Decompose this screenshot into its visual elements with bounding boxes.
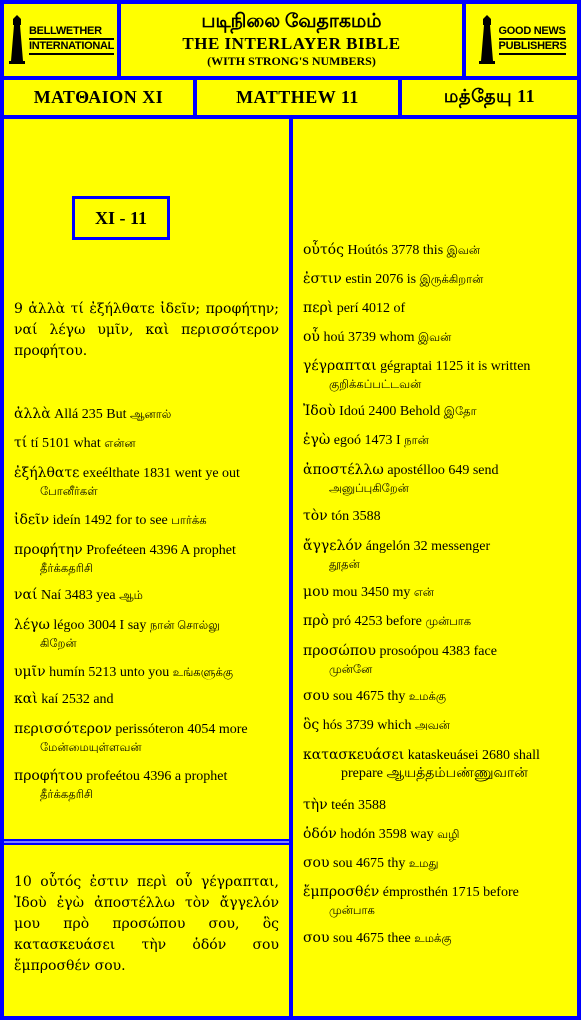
strongs-number: 1492 xyxy=(84,513,113,528)
greek-word: τὴν xyxy=(303,797,328,813)
transliteration: sou xyxy=(333,856,353,871)
divider xyxy=(4,841,289,843)
english-gloss: which xyxy=(377,718,412,733)
greek-word: ἄγγελόν xyxy=(303,538,363,554)
word-entry xyxy=(303,825,569,844)
strongs-number: 4253 xyxy=(354,614,383,629)
tamil-gloss-continued: தீர்க்கதரிசி xyxy=(40,563,93,575)
strongs-number: 2532 xyxy=(61,692,90,707)
greek-word: τί xyxy=(14,435,28,451)
tamil-gloss: என்ன xyxy=(104,438,136,450)
tamil-gloss: நான் சொல்லு xyxy=(149,620,220,632)
strongs-number: 2400 xyxy=(368,404,397,419)
word-entry xyxy=(303,883,569,920)
bar-greek: ΜΑΤΘΑΙΟΝ XI xyxy=(4,80,193,115)
transliteration: apostélloo xyxy=(387,463,445,478)
word-entry xyxy=(303,431,569,450)
english-gloss: before xyxy=(483,885,519,900)
strongs-number: 32 xyxy=(413,539,428,554)
title-block xyxy=(121,4,462,76)
tamil-gloss-continued: போனீர்கள் xyxy=(40,486,98,498)
tamil-gloss-continued: மேன்மையுள்ளவன் xyxy=(40,742,142,754)
greek-word: προσώπου xyxy=(303,643,376,659)
english-gloss: I xyxy=(396,433,401,448)
english-gloss: my xyxy=(392,585,411,600)
greek-word: Ἰδοὺ xyxy=(303,403,336,419)
english-gloss: more xyxy=(218,722,248,737)
word-entry xyxy=(14,464,282,501)
word-entry xyxy=(303,241,569,260)
tamil-gloss-continued: குறிக்கப்பட்டவன் xyxy=(329,379,422,391)
tamil-gloss: உமக்கு xyxy=(414,933,452,945)
word-entry xyxy=(303,687,569,706)
tamil-gloss: நான் xyxy=(404,435,429,447)
strongs-number: 3450 xyxy=(360,585,389,600)
greek-word: σου xyxy=(303,688,330,704)
strongs-number: 4396 xyxy=(143,769,172,784)
greek-word: ἀποστέλλω xyxy=(303,462,384,478)
word-entry xyxy=(303,507,569,526)
tamil-gloss-continued: அனுப்புகிறேன் xyxy=(329,483,409,495)
tamil-gloss: இதோ xyxy=(443,406,477,418)
greek-word: ἀλλὰ xyxy=(14,406,51,422)
tamil-gloss: ஆம் xyxy=(119,590,143,602)
subtitle: (WITH STRONG'S NUMBERS) xyxy=(207,54,376,68)
strongs-number: 4675 xyxy=(355,856,384,871)
transliteration: exeélthate xyxy=(82,466,140,481)
transliteration: tón xyxy=(331,509,350,524)
english-gloss: I say xyxy=(119,618,147,633)
transliteration: humín xyxy=(49,665,85,680)
tamil-gloss: ஆனால் xyxy=(130,409,172,421)
greek-word: ὁδόν xyxy=(303,826,337,842)
transliteration: sou xyxy=(333,931,353,946)
english-gloss: shall xyxy=(513,748,540,763)
english-gloss: send xyxy=(472,463,499,478)
transliteration: egoó xyxy=(333,433,362,448)
word-entry xyxy=(303,270,569,289)
word-entry xyxy=(303,357,569,394)
bar-english: MATTHEW 11 xyxy=(197,80,398,115)
greek-word: γέγραπται xyxy=(303,358,377,374)
tamil-gloss: இவன் xyxy=(417,332,452,344)
tamil-gloss: அவன் xyxy=(414,720,450,732)
strongs-number: 3588 xyxy=(357,798,386,813)
greek-word: ἰδεῖν xyxy=(14,512,50,528)
english-gloss: yea xyxy=(96,588,116,603)
word-entry xyxy=(14,690,282,709)
transliteration: prosoópou xyxy=(379,644,439,659)
strongs-number: 5101 xyxy=(42,436,71,451)
greek-word: μου xyxy=(303,584,330,600)
tamil-gloss-continued: prepare ஆயத்தம்பண்ணுவான் xyxy=(341,766,528,781)
transliteration: ideín xyxy=(52,513,81,528)
english-gloss: is xyxy=(406,272,417,287)
greek-word: ἔμπροσθέν xyxy=(303,884,380,900)
english-gloss: and xyxy=(93,692,114,707)
english-gloss: thee xyxy=(387,931,411,946)
transliteration: profeétou xyxy=(86,769,140,784)
transliteration: estin xyxy=(345,272,372,287)
word-entry xyxy=(303,854,569,873)
greek-word: υμῖν xyxy=(14,664,46,680)
transliteration: mou xyxy=(332,585,358,600)
english-gloss: way xyxy=(410,827,434,842)
english-gloss: this xyxy=(422,243,444,258)
tamil-gloss: வழி xyxy=(437,829,460,841)
word-entry xyxy=(14,720,282,757)
verse-9-text xyxy=(14,299,279,362)
word-entry xyxy=(303,461,569,498)
tamil-gloss: உமக்கு xyxy=(408,691,447,703)
greek-word: σου xyxy=(303,930,330,946)
verse-9-greek: 9 ἀλλὰ τί ἐξήλθατε ἰδεῖν; προφήτην; ναί λέγω υμῖν, καὶ περισσότερον προφήτου. xyxy=(14,301,279,359)
strongs-number: 3739 xyxy=(347,330,376,345)
english-gloss: it is written xyxy=(466,359,531,374)
greek-word: προφήτου xyxy=(14,768,83,784)
strongs-number: 3598 xyxy=(378,827,407,842)
word-entry xyxy=(303,328,569,347)
transliteration: Profeéteen xyxy=(86,543,147,558)
transliteration: émprosthén xyxy=(382,885,449,900)
transliteration: Idoú xyxy=(339,404,365,419)
title-tamil: படிநிலை வேதாகமம் xyxy=(201,11,382,32)
transliteration: hós xyxy=(322,718,343,733)
greek-word: ναί xyxy=(14,587,38,603)
strongs-number: 3778 xyxy=(391,243,420,258)
strongs-number: 4675 xyxy=(355,689,384,704)
strongs-number: 1715 xyxy=(451,885,480,900)
english-gloss: before xyxy=(386,614,422,629)
word-entry xyxy=(303,929,569,948)
greek-word: ἐξήλθατε xyxy=(14,465,80,481)
english-gloss: But xyxy=(106,407,127,422)
title-english: THE INTERLAYER BIBLE xyxy=(182,34,401,53)
tamil-gloss: இருக்கிறான் xyxy=(419,274,484,286)
transliteration: perissóteron xyxy=(115,722,184,737)
greek-word: περὶ xyxy=(303,300,334,316)
transliteration: perí xyxy=(336,301,359,316)
word-entry xyxy=(303,796,569,815)
word-entry xyxy=(303,612,569,631)
greek-word: ὃς xyxy=(303,717,320,733)
word-entry xyxy=(14,541,282,578)
greek-word: περισσότερον xyxy=(14,721,112,737)
word-entry xyxy=(303,583,569,602)
greek-word: ἐγὼ xyxy=(303,432,331,448)
strongs-number: 1473 xyxy=(364,433,393,448)
tamil-gloss-continued: தூதன் xyxy=(329,559,360,571)
transliteration: teén xyxy=(331,798,355,813)
greek-word: πρὸ xyxy=(303,613,329,629)
greek-word: κατασκευάσει xyxy=(303,747,405,763)
english-gloss: a prophet xyxy=(174,769,228,784)
greek-word: ἐστιν xyxy=(303,271,342,287)
word-entry xyxy=(14,767,282,804)
english-gloss: whom xyxy=(379,330,415,345)
strongs-number: 3483 xyxy=(64,588,93,603)
transliteration: hodón xyxy=(340,827,376,842)
strongs-number: 649 xyxy=(448,463,470,478)
word-entry xyxy=(14,616,282,653)
verse-reference: XI - 11 xyxy=(72,196,170,240)
tamil-gloss-continued: முன்பாக xyxy=(329,905,375,917)
left-logo-line2: INTERNATIONAL xyxy=(29,40,114,55)
good-news-logo xyxy=(466,4,577,76)
transliteration: tí xyxy=(30,436,39,451)
word-entry xyxy=(303,537,569,574)
english-gloss: for to see xyxy=(115,513,168,528)
english-gloss: Behold xyxy=(399,404,441,419)
word-entry xyxy=(14,663,282,682)
tamil-gloss-continued: தீர்க்கதரிசி xyxy=(40,789,93,801)
strongs-number: 4396 xyxy=(149,543,178,558)
greek-word: τὸν xyxy=(303,508,328,524)
greek-word: οὗ xyxy=(303,329,320,345)
transliteration: Allá xyxy=(54,407,79,422)
strongs-number: 3004 xyxy=(88,618,117,633)
left-logo-line1: BELLWETHER xyxy=(29,25,114,40)
greek-word: λέγω xyxy=(14,617,50,633)
verse-10-text xyxy=(14,872,279,977)
transliteration: ángelón xyxy=(365,539,411,554)
english-gloss: messenger xyxy=(431,539,491,554)
tamil-gloss: உமது xyxy=(408,858,439,870)
tamil-gloss: பார்க்க xyxy=(171,515,207,527)
english-gloss: A prophet xyxy=(180,543,236,558)
word-entry xyxy=(303,746,569,783)
tamil-gloss: முன்பாக xyxy=(425,616,472,628)
word-entry xyxy=(14,511,282,530)
greek-word: καὶ xyxy=(14,691,38,707)
transliteration: sou xyxy=(333,689,353,704)
transliteration: kaí xyxy=(41,692,59,707)
transliteration: Naí xyxy=(40,588,62,603)
strongs-number: 1125 xyxy=(435,359,464,374)
lighthouse-icon xyxy=(7,15,27,65)
tamil-gloss: இவன் xyxy=(446,245,480,257)
word-entry xyxy=(14,405,282,424)
greek-word: οὗτός xyxy=(303,242,344,258)
word-entry xyxy=(303,716,569,735)
strongs-number: 1831 xyxy=(143,466,172,481)
english-gloss: of xyxy=(393,301,406,316)
strongs-number: 5213 xyxy=(88,665,117,680)
strongs-number: 3588 xyxy=(352,509,381,524)
greek-word: προφήτην xyxy=(14,542,83,558)
verse-10-greek: 10 οὗτός ἐστιν περὶ οὗ γέγραπται, Ἰδοὺ ἐγὼ ἀποστέλλω τὸν ἄγγελόν μου πρὸ προσώπου σου, ὃς κατασκευάσει τὴν ὁδόν σου ἔμπροσθέν σου. xyxy=(14,874,279,974)
strongs-number: 4383 xyxy=(442,644,471,659)
strongs-number: 4054 xyxy=(187,722,216,737)
bellwether-logo xyxy=(4,4,117,76)
transliteration: Hoútós xyxy=(347,243,388,258)
transliteration: kataskeuásei xyxy=(407,748,479,763)
greek-word: σου xyxy=(303,855,330,871)
strongs-number: 4675 xyxy=(355,931,384,946)
transliteration: pró xyxy=(332,614,352,629)
tamil-gloss-continued: கிறேன் xyxy=(40,638,77,650)
word-entry xyxy=(303,642,569,679)
word-entry xyxy=(303,299,569,318)
right-logo-line1: GOOD NEWS xyxy=(499,25,567,40)
lighthouse-icon xyxy=(477,15,497,65)
transliteration: gégraptai xyxy=(380,359,433,374)
english-gloss: went ye out xyxy=(174,466,240,481)
word-entry xyxy=(303,402,569,421)
strongs-number: 235 xyxy=(81,407,103,422)
tamil-gloss-continued: முன்னே xyxy=(329,664,373,676)
strongs-number: 2680 xyxy=(481,748,510,763)
english-gloss: face xyxy=(473,644,497,659)
english-gloss: thy xyxy=(387,856,406,871)
strongs-number: 2076 xyxy=(375,272,404,287)
english-gloss: thy xyxy=(387,689,406,704)
bar-tamil: மத்தேயு 11 xyxy=(402,80,577,115)
english-gloss: unto you xyxy=(119,665,170,680)
english-gloss: what xyxy=(73,436,101,451)
strongs-number: 3739 xyxy=(345,718,374,733)
word-entry xyxy=(14,434,282,453)
transliteration: légoo xyxy=(53,618,85,633)
right-logo-line2: PUBLISHERS xyxy=(499,40,567,55)
tamil-gloss: என் xyxy=(413,587,434,599)
strongs-number: 4012 xyxy=(361,301,390,316)
word-entry xyxy=(14,586,282,605)
transliteration: hoú xyxy=(323,330,345,345)
tamil-gloss: உங்களுக்கு xyxy=(172,667,233,679)
